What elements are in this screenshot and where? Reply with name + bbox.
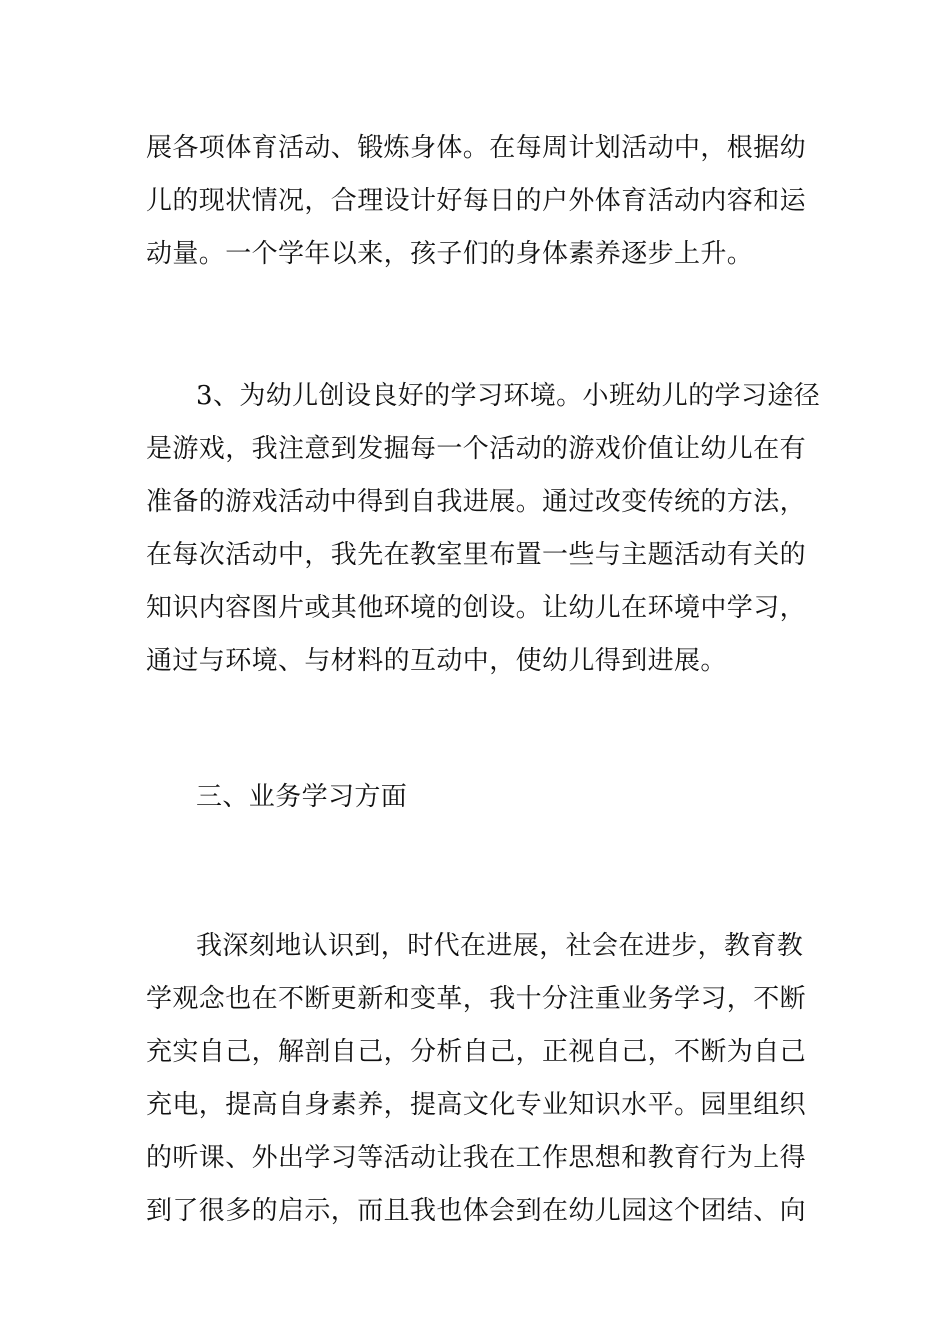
paragraph-line: 动量。一个学年以来，孩子们的身体素养逐步上升。 xyxy=(146,239,754,269)
paragraph-physical-activities xyxy=(146,122,808,281)
paragraph-line: 3、为幼儿创设良好的学习环境。小班幼儿的学习途径 xyxy=(196,381,821,411)
section-heading xyxy=(146,771,808,824)
paragraph-professional-learning xyxy=(146,920,808,1238)
paragraph-line: 充实自己，解剖自己，分析自己，正视自己，不断为自己 xyxy=(146,1037,807,1067)
paragraph-line: 儿的现状情况，合理设计好每日的户外体育活动内容和运 xyxy=(146,186,807,216)
paragraph-line: 我深刻地认识到，时代在进展，社会在进步，教育教 xyxy=(196,931,804,961)
paragraph-line: 学观念也在不断更新和变革，我十分注重业务学习，不断 xyxy=(146,984,807,1014)
paragraph-line: 在每次活动中，我先在教室里布置一些与主题活动有关的 xyxy=(146,540,807,570)
paragraph-line: 是游戏，我注意到发掘每一个活动的游戏价值让幼儿在有 xyxy=(146,434,807,464)
paragraph-line: 展各项体育活动、锻炼身体。在每周计划活动中，根据幼 xyxy=(146,133,807,163)
paragraph-line: 到了很多的启示，而且我也体会到在幼儿园这个团结、向 xyxy=(146,1196,807,1226)
paragraph-line: 知识内容图片或其他环境的创设。让幼儿在环境中学习， xyxy=(146,593,807,623)
paragraph-line: 通过与环境、与材料的互动中，使幼儿得到进展。 xyxy=(146,646,727,676)
section-heading-text: 三、业务学习方面 xyxy=(196,782,408,812)
paragraph-line: 的听课、外出学习等活动让我在工作思想和教育行为上得 xyxy=(146,1143,807,1173)
paragraph-learning-environment xyxy=(146,370,821,688)
paragraph-line: 充电，提高自身素养，提高文化专业知识水平。园里组织 xyxy=(146,1090,807,1120)
paragraph-line: 准备的游戏活动中得到自我进展。通过改变传统的方法， xyxy=(146,487,807,517)
